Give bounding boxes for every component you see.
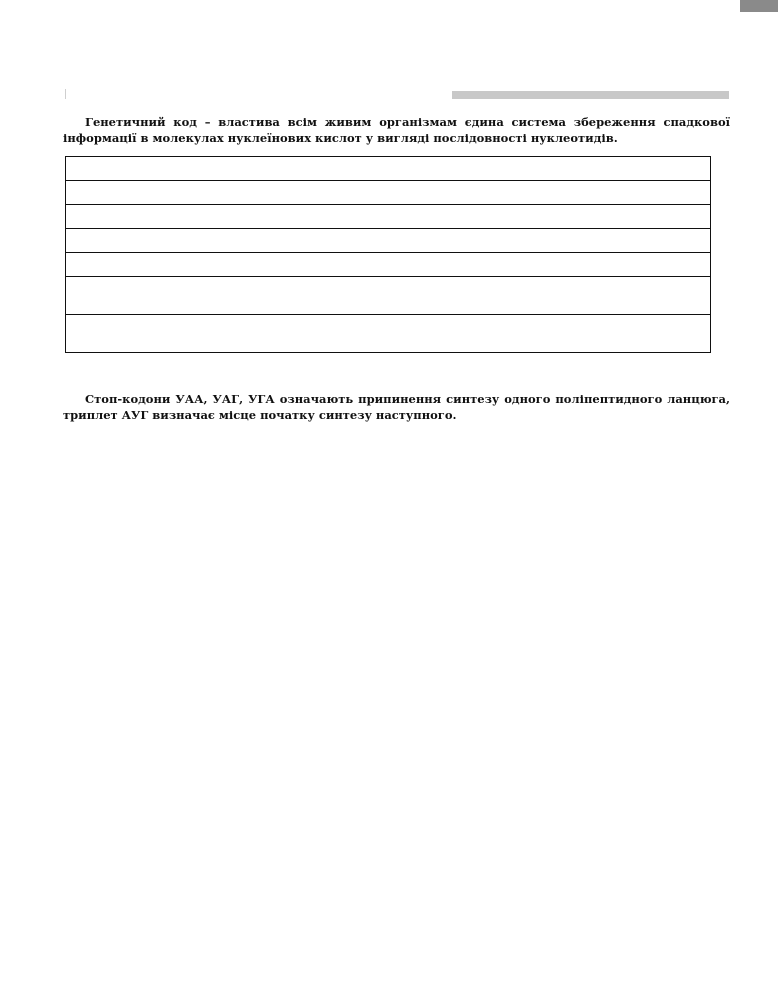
- page-corner-tab: [740, 0, 778, 12]
- table-cell[interactable]: [66, 157, 711, 181]
- table-row: [66, 277, 711, 315]
- table-cell[interactable]: [66, 205, 711, 229]
- table-row: [66, 205, 711, 229]
- genetic-code-definition: Генетичний код – властива всім живим організмам єдина система збереження спадкової інформації в молекулах нуклеїнових кислот у вигляді послідовності нуклеотидів.: [63, 115, 730, 145]
- table-cell[interactable]: [66, 253, 711, 277]
- table-row: [66, 229, 711, 253]
- table-row: [66, 253, 711, 277]
- stop-codons-paragraph: Стоп-кодони УАА, УАГ, УГА означають припинення синтезу одного поліпептидного ланцюга, триплет АУГ визначає місце початку синтезу наступного.: [63, 392, 730, 422]
- table-cell[interactable]: [66, 229, 711, 253]
- table-cell[interactable]: [66, 277, 711, 315]
- table-row: [66, 315, 711, 353]
- properties-table: [65, 156, 711, 353]
- header-bar: [452, 91, 729, 99]
- header-tick-mark: [65, 89, 66, 99]
- table-cell[interactable]: [66, 181, 711, 205]
- table-row: [66, 181, 711, 205]
- table-cell[interactable]: [66, 315, 711, 353]
- table-row: [66, 157, 711, 181]
